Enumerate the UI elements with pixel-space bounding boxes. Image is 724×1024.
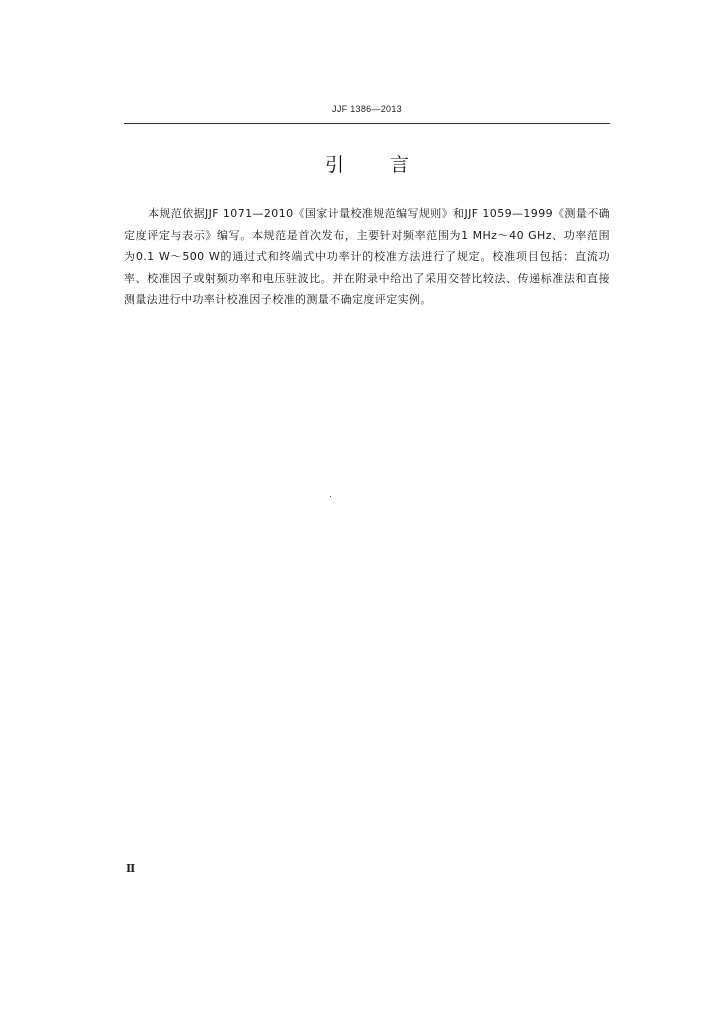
running-header-standard-code: JJF 1386—2013 xyxy=(332,104,402,114)
section-title-char-2: 言 xyxy=(390,154,410,176)
page-number: Ⅱ xyxy=(126,862,136,875)
header-rule xyxy=(124,123,610,124)
scan-speck xyxy=(330,496,331,497)
section-title xyxy=(124,150,610,177)
section-title-char-1: 引 xyxy=(324,154,344,176)
introduction-paragraph: 本规范依据JJF 1071—2010《国家计量校准规范编写规则》和JJF 1059—1999《测量不确定度评定与表示》编写。本规范是首次发布，主要针对频率范围为1 MHz～40 GHz、功率范围为0.1 W～500 W的通过式和终端式中功率计的校准方法进行了规定。校准项目包括：直流功率、校准因子或射频功率和电压驻波比。并在附录中给出了采用交替比较法、传递标准法和直接测量法进行中功率计校准因子校准的测量不确定度评定实例。 xyxy=(124,207,610,307)
